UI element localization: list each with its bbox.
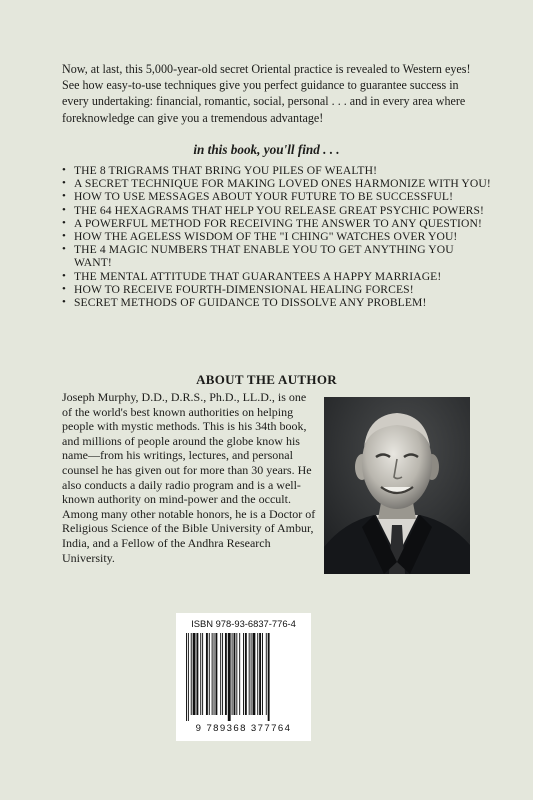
- list-item: • HOW THE AGELESS WISDOM OF THE "I CHING" WATCHES OVER YOU!: [62, 230, 458, 244]
- list-item: • A SECRET TECHNIQUE FOR MAKING LOVED ONES HARMONIZE WITH YOU!: [62, 177, 491, 191]
- barcode-bar: [262, 633, 263, 715]
- barcode-bar: [191, 633, 192, 715]
- barcode-bar: [253, 633, 256, 715]
- bullet-icon: •: [62, 230, 66, 243]
- barcode: [176, 613, 311, 741]
- find-heading: in this book, you'll find . . .: [193, 142, 340, 157]
- list-item: • HOW TO RECEIVE FOURTH-DIMENSIONAL HEALING FORCES!: [62, 282, 414, 296]
- barcode-bar: [232, 633, 233, 715]
- barcode-bar: [259, 633, 261, 715]
- barcode-bar: [215, 633, 217, 715]
- barcode-bar: [234, 633, 236, 715]
- barcode-bar: [220, 633, 221, 715]
- list-item: • THE 8 TRIGRAMS THAT BRING YOU PILES OF WEALTH!: [62, 164, 378, 177]
- barcode-bar: [245, 633, 247, 715]
- list-item: • A POWERFUL METHOD FOR RECEIVING THE ANSWER TO ANY QUESTION!: [62, 216, 482, 230]
- barcode-bar: [257, 633, 258, 715]
- barcode-bar: [188, 633, 189, 721]
- barcode-bar: [209, 633, 210, 715]
- barcode-digits: 9 789368 377764: [195, 723, 292, 734]
- barcode-bar: [186, 633, 187, 721]
- barcode-bar: [222, 633, 223, 715]
- about-author-heading: ABOUT THE AUTHOR: [196, 372, 337, 387]
- bullet-icon: •: [62, 282, 66, 295]
- bullet-icon: •: [62, 203, 66, 216]
- barcode-bar: [200, 633, 201, 715]
- barcode-bar: [239, 633, 240, 715]
- barcode-bars-icon: [186, 633, 301, 721]
- list-item: • SECRET METHODS OF GUIDANCE TO DISSOLVE ANY PROBLEM!: [62, 296, 427, 310]
- barcode-bar: [236, 633, 237, 715]
- barcode-bar: [225, 633, 227, 715]
- list-item: • HOW TO USE MESSAGES ABOUT YOUR FUTURE TO BE SUCCESSFUL!: [62, 190, 454, 204]
- list-item: • THE MENTAL ATTITUDE THAT GUARANTEES A HAPPY MARRIAGE!: [62, 269, 442, 283]
- bullet-icon: •: [62, 243, 66, 256]
- bullet-icon: •: [62, 269, 66, 282]
- barcode-bar: [243, 633, 244, 715]
- feature-list: [62, 164, 492, 309]
- bullet-icon: •: [62, 296, 66, 309]
- barcode-bar: [196, 633, 198, 715]
- barcode-bar: [266, 633, 267, 715]
- author-portrait-icon: [324, 397, 470, 574]
- barcode-bar: [202, 633, 203, 715]
- barcode-bar: [212, 633, 213, 715]
- isbn-label: ISBN 978-93-6837-776-4: [191, 618, 296, 629]
- bullet-icon: •: [62, 177, 66, 190]
- bullet-icon: •: [62, 164, 66, 176]
- barcode-bar: [251, 633, 252, 715]
- barcode-bar: [206, 633, 208, 715]
- author-bio: Joseph Murphy, D.D., D.R.S., Ph.D., LL.D., is one of the world's best known authorities on helping people with mystic methods. This is his 34th book, and millions of people around the globe know his name—from his writings, lectures, and personal counsel he has given out for more than 30 years. He also conducts a daily radio program and is a well-known authority on mind-power and the occult. Among many other notable honors, he is a Doctor of Religious Science of the Bible University of Ambur, India, and a Fellow of the Andhra Research University.: [62, 390, 316, 565]
- barcode-bar: [193, 633, 196, 715]
- list-item: • THE 64 HEXAGRAMS THAT HELP YOU RELEASE GREAT PSYCHIC POWERS!: [62, 203, 484, 217]
- intro-paragraph: Now, at last, this 5,000-year-old secret Oriental practice is revealed to Western eyes! See how easy-to-use techniques give you perfect guidance to guarantee success in every undertaking: financial, romantic, social, personal . . . and in every area where foreknowledge can give you a tremendous advantage!: [62, 62, 471, 125]
- author-photo: [324, 397, 470, 574]
- barcode-bar: [228, 633, 231, 721]
- bullet-icon: •: [62, 216, 66, 229]
- bullet-icon: •: [62, 190, 66, 203]
- barcode-bar: [214, 633, 215, 715]
- barcode-bar: [268, 633, 270, 721]
- barcode-bar: [249, 633, 250, 715]
- list-item: • THE 4 MAGIC NUMBERS THAT ENABLE YOU TO GET ANYTHING YOU WANT!: [62, 243, 454, 270]
